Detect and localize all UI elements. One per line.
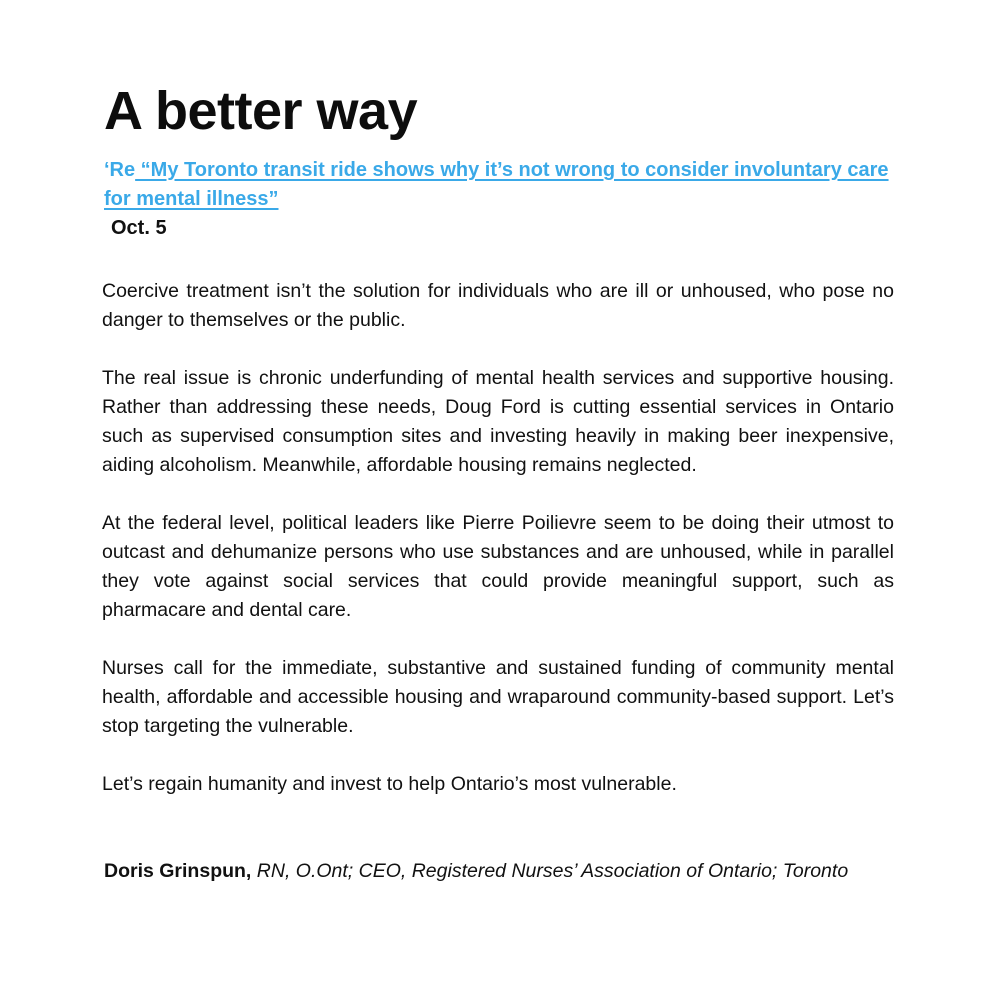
signature-name: Doris Grinspun, — [104, 860, 252, 882]
letter-body — [102, 277, 894, 828]
reference-date: Oct. 5 — [111, 217, 167, 239]
body-paragraph-2: The real issue is chronic underfunding of mental health services and supportive housing. Rather than addressing these needs, Doug Ford is cutting essential services in Ontario such as supervised consumption sites and investing heavily in making beer inexpensive, aiding alcoholism. Meanwhile, affordable housing remains neglected. — [102, 367, 894, 476]
body-paragraph-4: Nurses call for the immediate, substantive and sustained funding of community mental health, affordable and accessible housing and wraparound community-based support. Let’s stop targeting the vulnerable. — [102, 657, 894, 737]
article-reference — [104, 156, 896, 214]
body-paragraph-5: Let’s regain humanity and invest to help Ontario’s most vulnerable. — [102, 773, 677, 795]
body-paragraph-3: At the federal level, political leaders like Pierre Poilievre seem to be doing their utmost to outcast and dehumanize persons who use substances and are unhoused, while in parallel they vote against social services that could provide meaningful support, such as pharmacare and dental care. — [102, 512, 894, 621]
signature — [104, 857, 848, 886]
reference-prefix: ‘Re — [104, 159, 136, 181]
signature-title: RN, O.Ont; CEO, Registered Nurses’ Association of Ontario; Toronto — [251, 860, 849, 882]
body-paragraph-1: Coercive treatment isn’t the solution for individuals who are ill or unhoused, who pose no danger to themselves or the public. — [102, 280, 894, 331]
headline: A better way — [104, 81, 418, 141]
referenced-article-link[interactable]: “My Toronto transit ride shows why it’s not wrong to consider involuntary care for mental illness” — [104, 159, 889, 210]
